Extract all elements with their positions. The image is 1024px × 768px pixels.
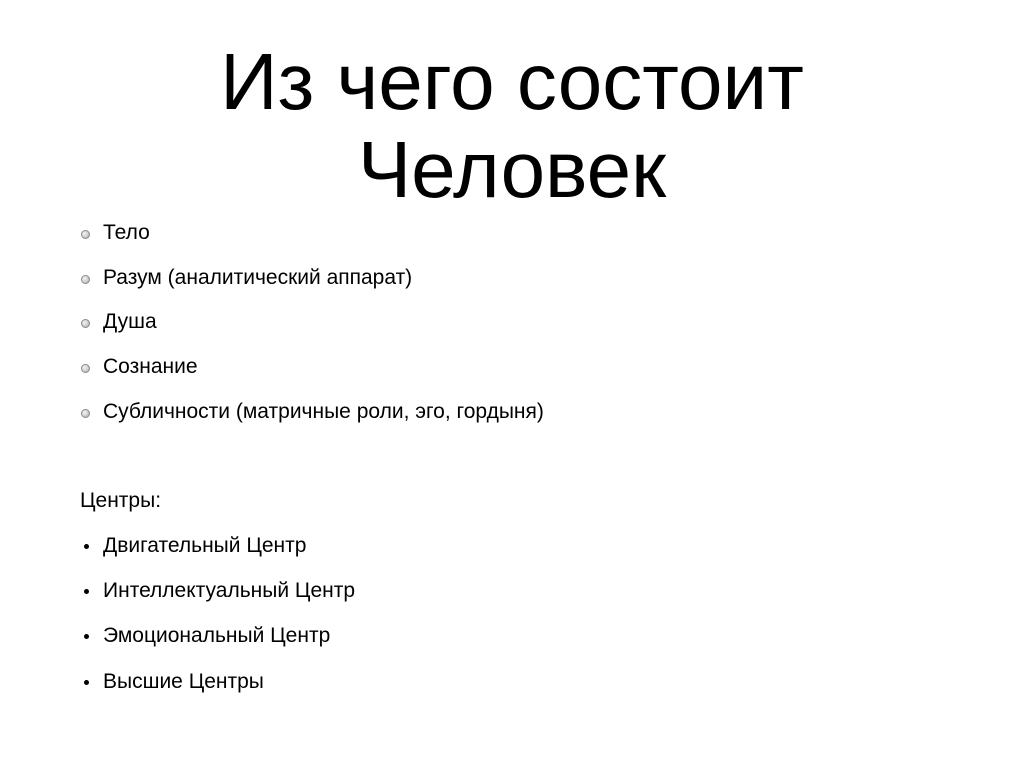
title-line-1: Из чего состоит (220, 37, 804, 126)
circle-bullet-icon (81, 409, 90, 418)
page-title (160, 38, 864, 214)
title-line-2: Человек (357, 125, 667, 214)
list-item-label: Высшие Центры (103, 670, 264, 693)
dot-bullet-icon (84, 680, 89, 685)
list-item-label: Тело (103, 221, 150, 244)
circle-bullet-icon (81, 364, 90, 373)
dot-bullet-icon (84, 634, 89, 639)
dot-bullet-icon (84, 544, 89, 549)
list-item-label: Субличности (матричные роли, эго, гордыня) (103, 400, 544, 423)
list-item-label: Душа (103, 310, 157, 333)
circle-bullet-icon (81, 230, 90, 239)
centers-heading: Центры: (80, 489, 162, 512)
circle-bullet-icon (81, 275, 90, 284)
list-item-label: Сознание (103, 355, 198, 378)
list-item-label: Разум (аналитический аппарат) (103, 266, 413, 289)
list-item-label: Двигательный Центр (103, 534, 307, 557)
circle-bullet-icon (81, 319, 90, 328)
list-item-label: Интеллектуальный Центр (103, 579, 356, 602)
dot-bullet-icon (84, 589, 89, 594)
list-item-label: Эмоциональный Центр (103, 624, 331, 647)
